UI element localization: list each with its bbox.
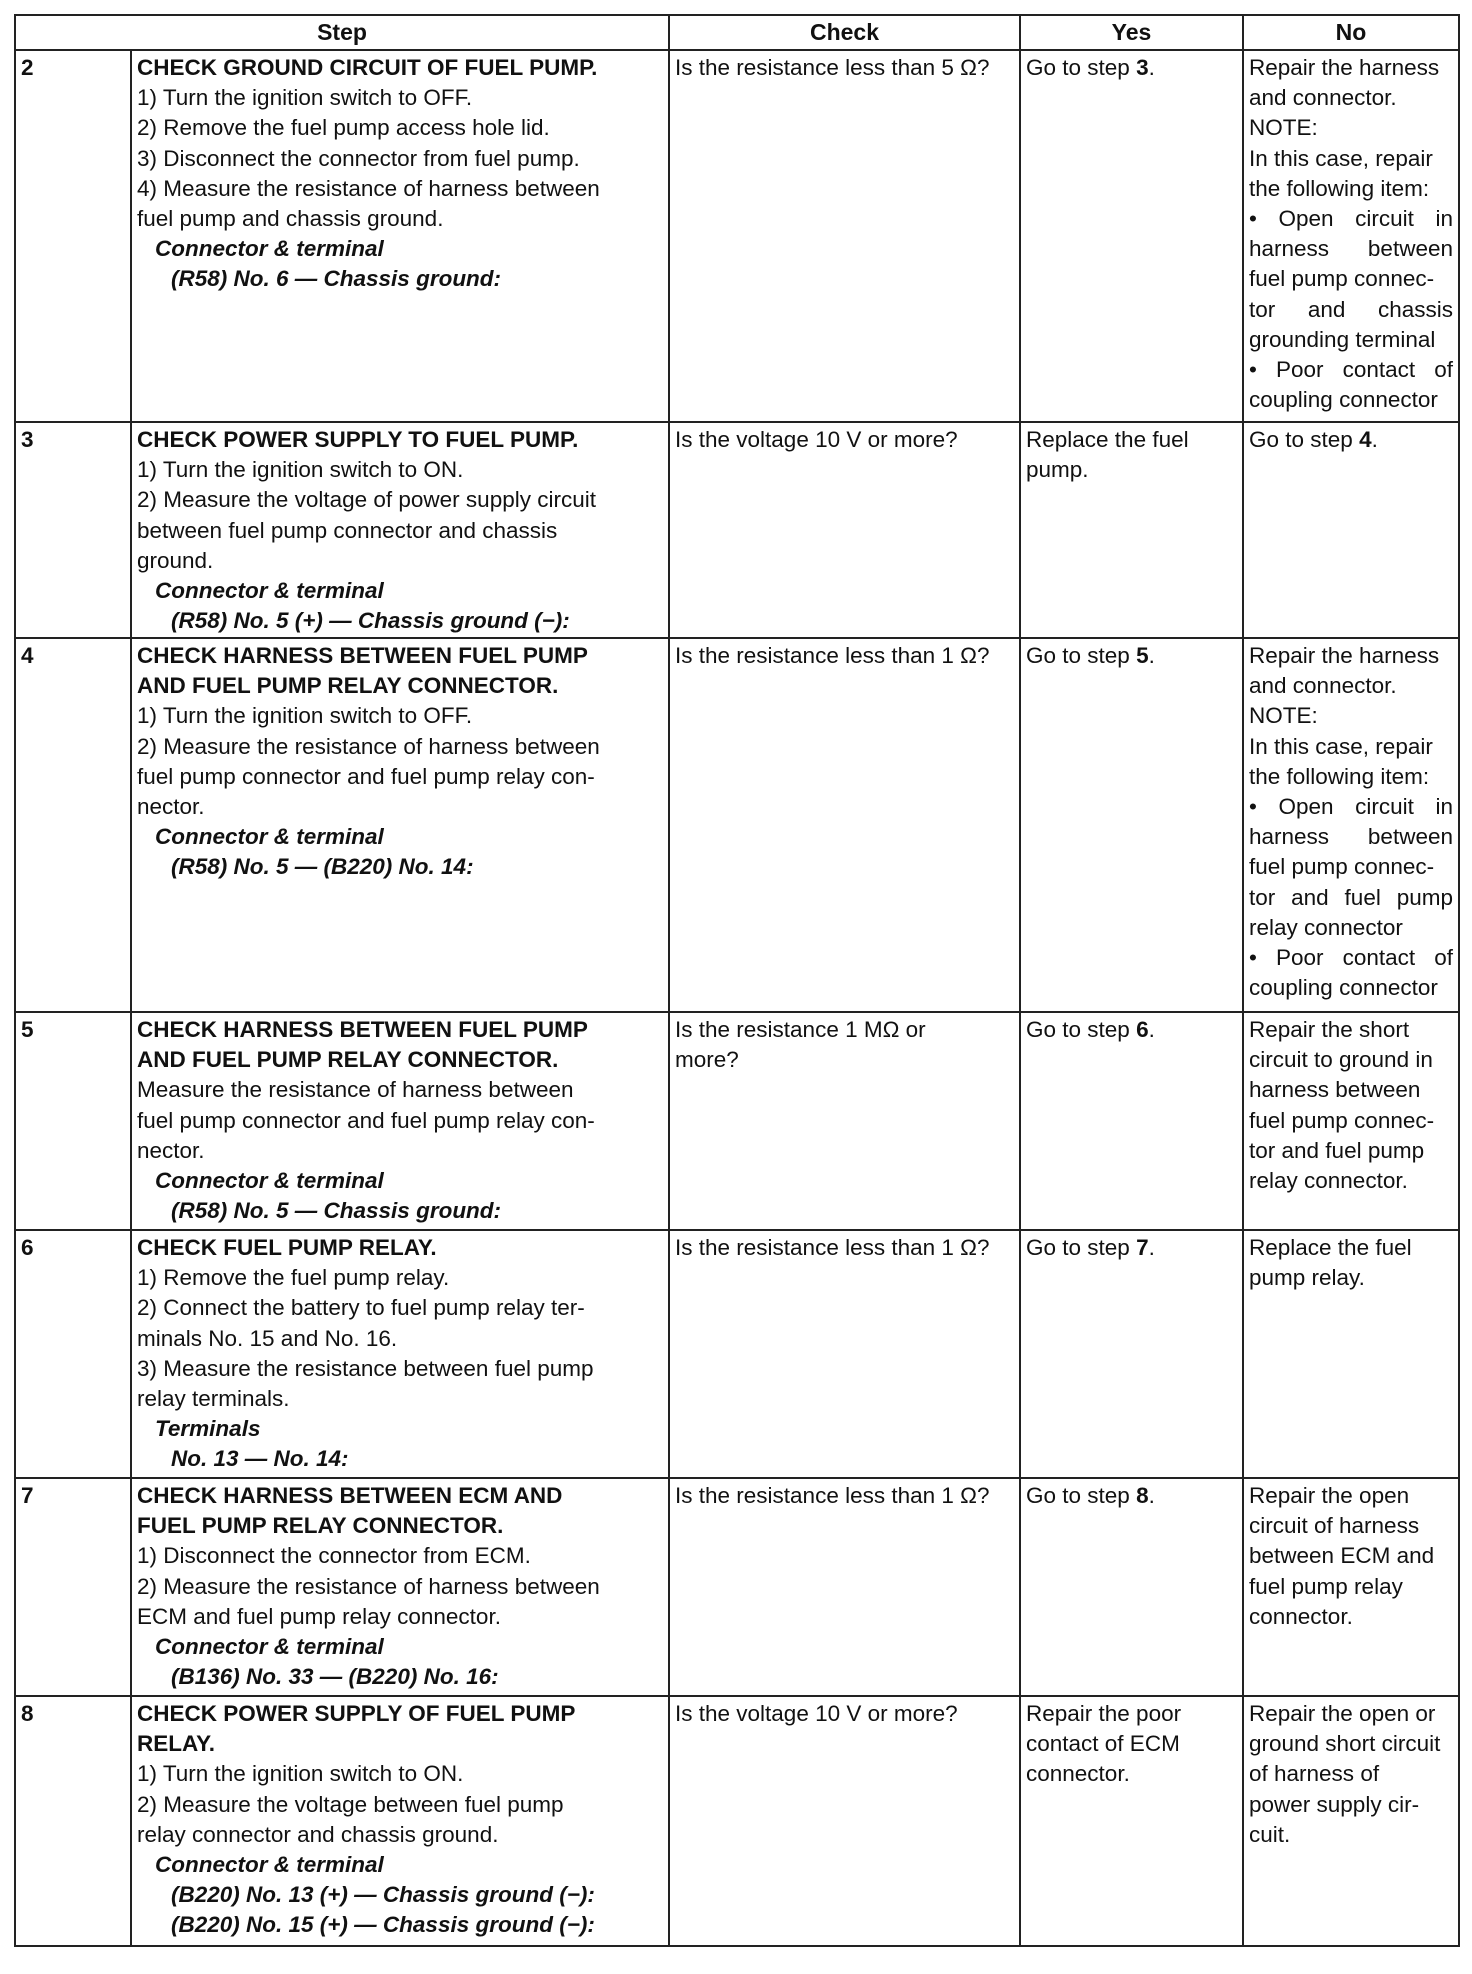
no-line: tor and chassis — [1249, 296, 1453, 322]
table-row — [15, 1478, 1459, 1696]
no-line: fuel pump connec- — [1249, 1107, 1435, 1133]
step-title: CHECK POWER SUPPLY TO FUEL PUMP. — [137, 427, 579, 452]
step-instruction: Measure the resistance of harness between — [137, 1077, 574, 1103]
step-title: CHECK HARNESS BETWEEN FUEL PUMP — [137, 1017, 588, 1042]
step-instruction: 3) Disconnect the connector from fuel pump. — [137, 145, 580, 171]
step-title: CHECK HARNESS BETWEEN FUEL PUMP — [137, 643, 588, 668]
no-line: connector. — [1249, 1603, 1353, 1629]
yes-text: Go to step — [1026, 643, 1137, 668]
no-line: In this case, repair — [1249, 733, 1433, 759]
no-line: the following item: — [1249, 175, 1430, 201]
connector-terminal-spec: (B136) No. 33 — (B220) No. 16: — [171, 1664, 499, 1690]
no-line: circuit to ground in — [1249, 1047, 1433, 1073]
no-line: • Poor contact of — [1249, 945, 1453, 971]
no-line: relay connector — [1249, 914, 1403, 940]
step-instruction: relay terminals. — [137, 1386, 290, 1412]
connector-terminal-spec: (R58) No. 6 — Chassis ground: — [171, 266, 502, 292]
no-cell — [1243, 1696, 1459, 1946]
step-reference: 6 — [1136, 1017, 1149, 1042]
step-instruction: 1) Turn the ignition switch to OFF. — [137, 703, 473, 729]
step-number: 8 — [15, 1696, 131, 1946]
header-yes: Yes — [1020, 15, 1243, 50]
yes-text: Go to step — [1026, 55, 1137, 80]
connector-terminal-heading: Connector & terminal — [155, 824, 384, 850]
yes-cell — [1020, 50, 1243, 422]
no-line: • Open circuit in — [1249, 794, 1453, 820]
check-cell: Is the resistance less than 1 Ω? — [669, 1478, 1020, 1696]
header-step: Step — [15, 15, 669, 50]
yes-text: Go to step — [1026, 1017, 1137, 1042]
no-line: • Open circuit in — [1249, 206, 1453, 232]
no-line: power supply cir- — [1249, 1791, 1420, 1817]
no-cell — [1243, 1012, 1459, 1230]
no-line: harness between — [1249, 236, 1453, 262]
yes-line: Repair the poor — [1026, 1701, 1182, 1726]
no-line: fuel pump connec- — [1249, 266, 1435, 292]
no-line: circuit of harness — [1249, 1513, 1420, 1539]
step-instruction: 2) Measure the voltage of power supply circuit — [137, 487, 596, 513]
step-instruction: relay connector and chassis ground. — [137, 1821, 499, 1847]
terminals-spec: No. 13 — No. 14: — [171, 1446, 349, 1472]
step-instruction: 1) Disconnect the connector from ECM. — [137, 1543, 531, 1569]
step-title: CHECK HARNESS BETWEEN ECM AND — [137, 1483, 563, 1508]
yes-cell — [1020, 1696, 1243, 1946]
step-cell — [131, 50, 669, 422]
step-instruction: 2) Connect the battery to fuel pump relay ter- — [137, 1295, 585, 1321]
step-instruction: 4) Measure the resistance of harness between — [137, 175, 600, 201]
yes-cell — [1020, 638, 1243, 1012]
step-instruction: 3) Measure the resistance between fuel pump — [137, 1355, 594, 1381]
yes-line: Replace the fuel — [1026, 427, 1189, 452]
connector-terminal-spec: (B220) No. 15 (+) — Chassis ground (−): — [171, 1912, 595, 1938]
check-cell: Is the resistance less than 5 Ω? — [669, 50, 1020, 422]
step-reference: 5 — [1136, 643, 1149, 668]
step-reference: 3 — [1136, 55, 1149, 80]
step-instruction: 2) Measure the resistance of harness between — [137, 733, 600, 759]
table-row — [15, 422, 1459, 638]
no-cell — [1243, 1230, 1459, 1478]
step-instruction: 1) Turn the ignition switch to OFF. — [137, 85, 473, 111]
no-line: and connector. — [1249, 85, 1397, 111]
step-title: CHECK FUEL PUMP RELAY. — [137, 1235, 437, 1260]
yes-cell — [1020, 1478, 1243, 1696]
no-line: NOTE: — [1249, 115, 1318, 141]
no-line: tor and fuel pump — [1249, 884, 1453, 910]
connector-terminal-heading: Connector & terminal — [155, 236, 384, 262]
no-line: and connector. — [1249, 673, 1397, 699]
step-number: 6 — [15, 1230, 131, 1478]
yes-line: pump. — [1026, 457, 1089, 483]
connector-terminal-spec: (R58) No. 5 (+) — Chassis ground (−): — [171, 608, 570, 634]
connector-terminal-spec: (B220) No. 13 (+) — Chassis ground (−): — [171, 1882, 595, 1908]
diagnostic-table — [14, 14, 1460, 1947]
yes-suffix: . — [1148, 1235, 1155, 1260]
no-line: In this case, repair — [1249, 145, 1433, 171]
step-instruction: 1) Remove the fuel pump relay. — [137, 1265, 450, 1291]
table-row — [15, 1012, 1459, 1230]
no-line: Replace the fuel — [1249, 1235, 1412, 1260]
no-line: ground short circuit — [1249, 1731, 1441, 1757]
step-instruction: 1) Turn the ignition switch to ON. — [137, 457, 464, 483]
no-cell — [1243, 50, 1459, 422]
no-line: Repair the harness — [1249, 643, 1440, 668]
no-line: NOTE: — [1249, 703, 1318, 729]
connector-terminal-spec: (R58) No. 5 — Chassis ground: — [171, 1198, 502, 1224]
step-reference: 8 — [1136, 1483, 1149, 1508]
step-number: 4 — [15, 638, 131, 1012]
step-title-line2: AND FUEL PUMP RELAY CONNECTOR. — [137, 673, 559, 699]
step-title: CHECK POWER SUPPLY OF FUEL PUMP — [137, 1701, 576, 1726]
yes-cell — [1020, 1230, 1243, 1478]
no-line: fuel pump relay — [1249, 1573, 1403, 1599]
connector-terminal-heading: Connector & terminal — [155, 1852, 384, 1878]
step-instruction: 1) Turn the ignition switch to ON. — [137, 1761, 464, 1787]
no-line: Repair the short — [1249, 1017, 1410, 1042]
connector-terminal-heading: Connector & terminal — [155, 1634, 384, 1660]
header-no: No — [1243, 15, 1459, 50]
yes-cell — [1020, 1012, 1243, 1230]
step-cell — [131, 638, 669, 1012]
connector-terminal-spec: (R58) No. 5 — (B220) No. 14: — [171, 854, 474, 880]
table-row — [15, 638, 1459, 1012]
no-line: coupling connector — [1249, 387, 1438, 413]
no-line: harness between — [1249, 1077, 1421, 1103]
no-line: Repair the open or — [1249, 1701, 1436, 1726]
step-cell — [131, 1696, 669, 1946]
terminals-heading: Terminals — [155, 1416, 261, 1442]
step-instruction: fuel pump connector and fuel pump relay con- — [137, 1107, 595, 1133]
no-line: tor and fuel pump — [1249, 1137, 1425, 1163]
table-row — [15, 50, 1459, 422]
check-cell: Is the voltage 10 V or more? — [669, 1696, 1020, 1946]
connector-terminal-heading: Connector & terminal — [155, 578, 384, 604]
no-suffix: . — [1371, 427, 1378, 452]
no-line: coupling connector — [1249, 975, 1438, 1001]
step-instruction: ECM and fuel pump relay connector. — [137, 1603, 501, 1629]
step-instruction: between fuel pump connector and chassis — [137, 517, 558, 543]
step-instruction: 2) Measure the voltage between fuel pump — [137, 1791, 564, 1817]
no-line: the following item: — [1249, 763, 1430, 789]
check-line: more? — [675, 1047, 739, 1073]
step-title-line2: AND FUEL PUMP RELAY CONNECTOR. — [137, 1047, 559, 1073]
yes-suffix: . — [1148, 1483, 1155, 1508]
no-line: Repair the open — [1249, 1483, 1410, 1508]
no-cell — [1243, 638, 1459, 1012]
step-title-line2: RELAY. — [137, 1731, 215, 1757]
no-line: grounding terminal — [1249, 326, 1436, 352]
no-text: Go to step — [1249, 427, 1360, 452]
step-cell — [131, 422, 669, 638]
step-instruction: 2) Measure the resistance of harness between — [137, 1573, 600, 1599]
no-line: cuit. — [1249, 1821, 1291, 1847]
yes-text: Go to step — [1026, 1235, 1137, 1260]
yes-line: connector. — [1026, 1761, 1130, 1787]
no-line: of harness of — [1249, 1761, 1380, 1787]
table-row — [15, 1696, 1459, 1946]
no-line: fuel pump connec- — [1249, 854, 1435, 880]
connector-terminal-heading: Connector & terminal — [155, 1168, 384, 1194]
step-number: 2 — [15, 50, 131, 422]
table-row — [15, 1230, 1459, 1478]
yes-cell — [1020, 422, 1243, 638]
diagnostic-page — [14, 14, 1458, 1947]
step-title: CHECK GROUND CIRCUIT OF FUEL PUMP. — [137, 55, 598, 80]
step-cell — [131, 1230, 669, 1478]
step-instruction: minals No. 15 and No. 16. — [137, 1325, 398, 1351]
yes-line: contact of ECM — [1026, 1731, 1180, 1757]
header-check: Check — [669, 15, 1020, 50]
check-cell: Is the resistance less than 1 Ω? — [669, 1230, 1020, 1478]
step-instruction: fuel pump and chassis ground. — [137, 206, 444, 232]
check-line: Is the resistance 1 MΩ or — [675, 1017, 926, 1042]
yes-suffix: . — [1148, 643, 1155, 668]
header-row — [15, 15, 1459, 50]
yes-suffix: . — [1148, 1017, 1155, 1042]
no-line: relay connector. — [1249, 1168, 1408, 1194]
check-cell: Is the resistance less than 1 Ω? — [669, 638, 1020, 1012]
no-cell — [1243, 422, 1459, 638]
step-instruction: nector. — [137, 794, 205, 820]
no-line: pump relay. — [1249, 1265, 1365, 1291]
step-instruction: ground. — [137, 547, 214, 573]
step-instruction: fuel pump connector and fuel pump relay con- — [137, 763, 595, 789]
step-number: 3 — [15, 422, 131, 638]
step-title-line2: FUEL PUMP RELAY CONNECTOR. — [137, 1513, 504, 1539]
step-reference: 7 — [1136, 1235, 1149, 1260]
no-cell — [1243, 1478, 1459, 1696]
step-instruction: nector. — [137, 1137, 205, 1163]
step-cell — [131, 1012, 669, 1230]
no-line: Repair the harness — [1249, 55, 1440, 80]
check-cell — [669, 1012, 1020, 1230]
yes-text: Go to step — [1026, 1483, 1137, 1508]
yes-suffix: . — [1148, 55, 1155, 80]
step-instruction: 2) Remove the fuel pump access hole lid. — [137, 115, 550, 141]
step-cell — [131, 1478, 669, 1696]
check-cell: Is the voltage 10 V or more? — [669, 422, 1020, 638]
step-number: 7 — [15, 1478, 131, 1696]
step-number: 5 — [15, 1012, 131, 1230]
step-reference: 4 — [1359, 427, 1372, 452]
no-line: between ECM and — [1249, 1543, 1435, 1569]
no-line: • Poor contact of — [1249, 357, 1453, 383]
no-line: harness between — [1249, 824, 1453, 850]
